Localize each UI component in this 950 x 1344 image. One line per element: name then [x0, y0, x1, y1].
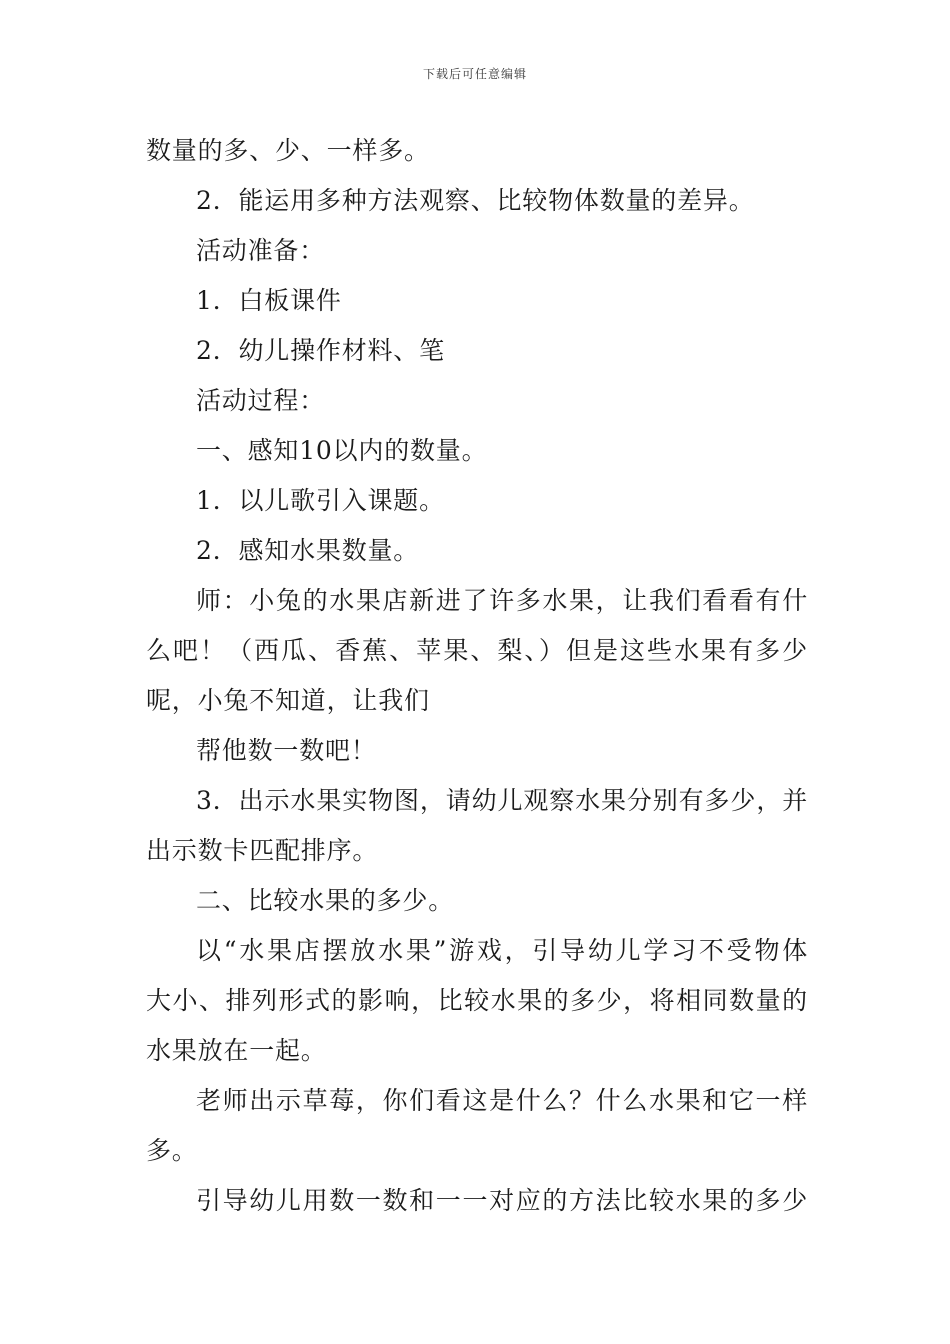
- text-line: 活动过程：: [196, 386, 326, 415]
- text-line: 呢，小兔不知道，让我们: [146, 686, 430, 715]
- text-line: 2．幼儿操作材料、笔: [196, 336, 445, 365]
- text-line: 水果放在一起。: [146, 1036, 327, 1065]
- document-body: [146, 126, 808, 1226]
- text-line: 活动准备：: [196, 236, 326, 265]
- text-line: 2．感知水果数量。: [196, 536, 420, 565]
- text-line: 1．白板课件: [196, 286, 342, 315]
- text-line: 数量的多、少、一样多。: [146, 136, 430, 165]
- page-header: 下载后可任意编辑: [422, 67, 527, 81]
- text-line: 2．能运用多种方法观察、比较物体数量的差异。: [196, 186, 755, 215]
- text-line: 大小、排列形式的影响，比较水果的多少，将相同数量的: [146, 986, 808, 1015]
- text-line: 3．出示水果实物图，请幼儿观察水果分别有多少，并: [196, 786, 808, 815]
- text-line: 引导幼儿用数一数和一一对应的方法比较水果的多少: [196, 1186, 808, 1215]
- text-line: 帮他数一数吧！: [196, 736, 377, 765]
- text-line: 老师出示草莓，你们看这是什么？什么水果和它一样: [196, 1086, 808, 1115]
- text-line: 多。: [146, 1136, 198, 1165]
- text-line: 以“水果店摆放水果”游戏，引导幼儿学习不受物体: [196, 936, 808, 965]
- text-line: 二、比较水果的多少。: [196, 886, 455, 915]
- text-line: 一、感知10以内的数量。: [196, 436, 488, 465]
- text-line: 1．以儿歌引入课题。: [196, 486, 445, 515]
- text-line: 师：小兔的水果店新进了许多水果，让我们看看有什: [196, 586, 808, 615]
- text-line: 出示数卡匹配排序。: [146, 836, 379, 865]
- text-line: 么吧！（西瓜、香蕉、苹果、梨、）但是这些水果有多少: [146, 636, 808, 665]
